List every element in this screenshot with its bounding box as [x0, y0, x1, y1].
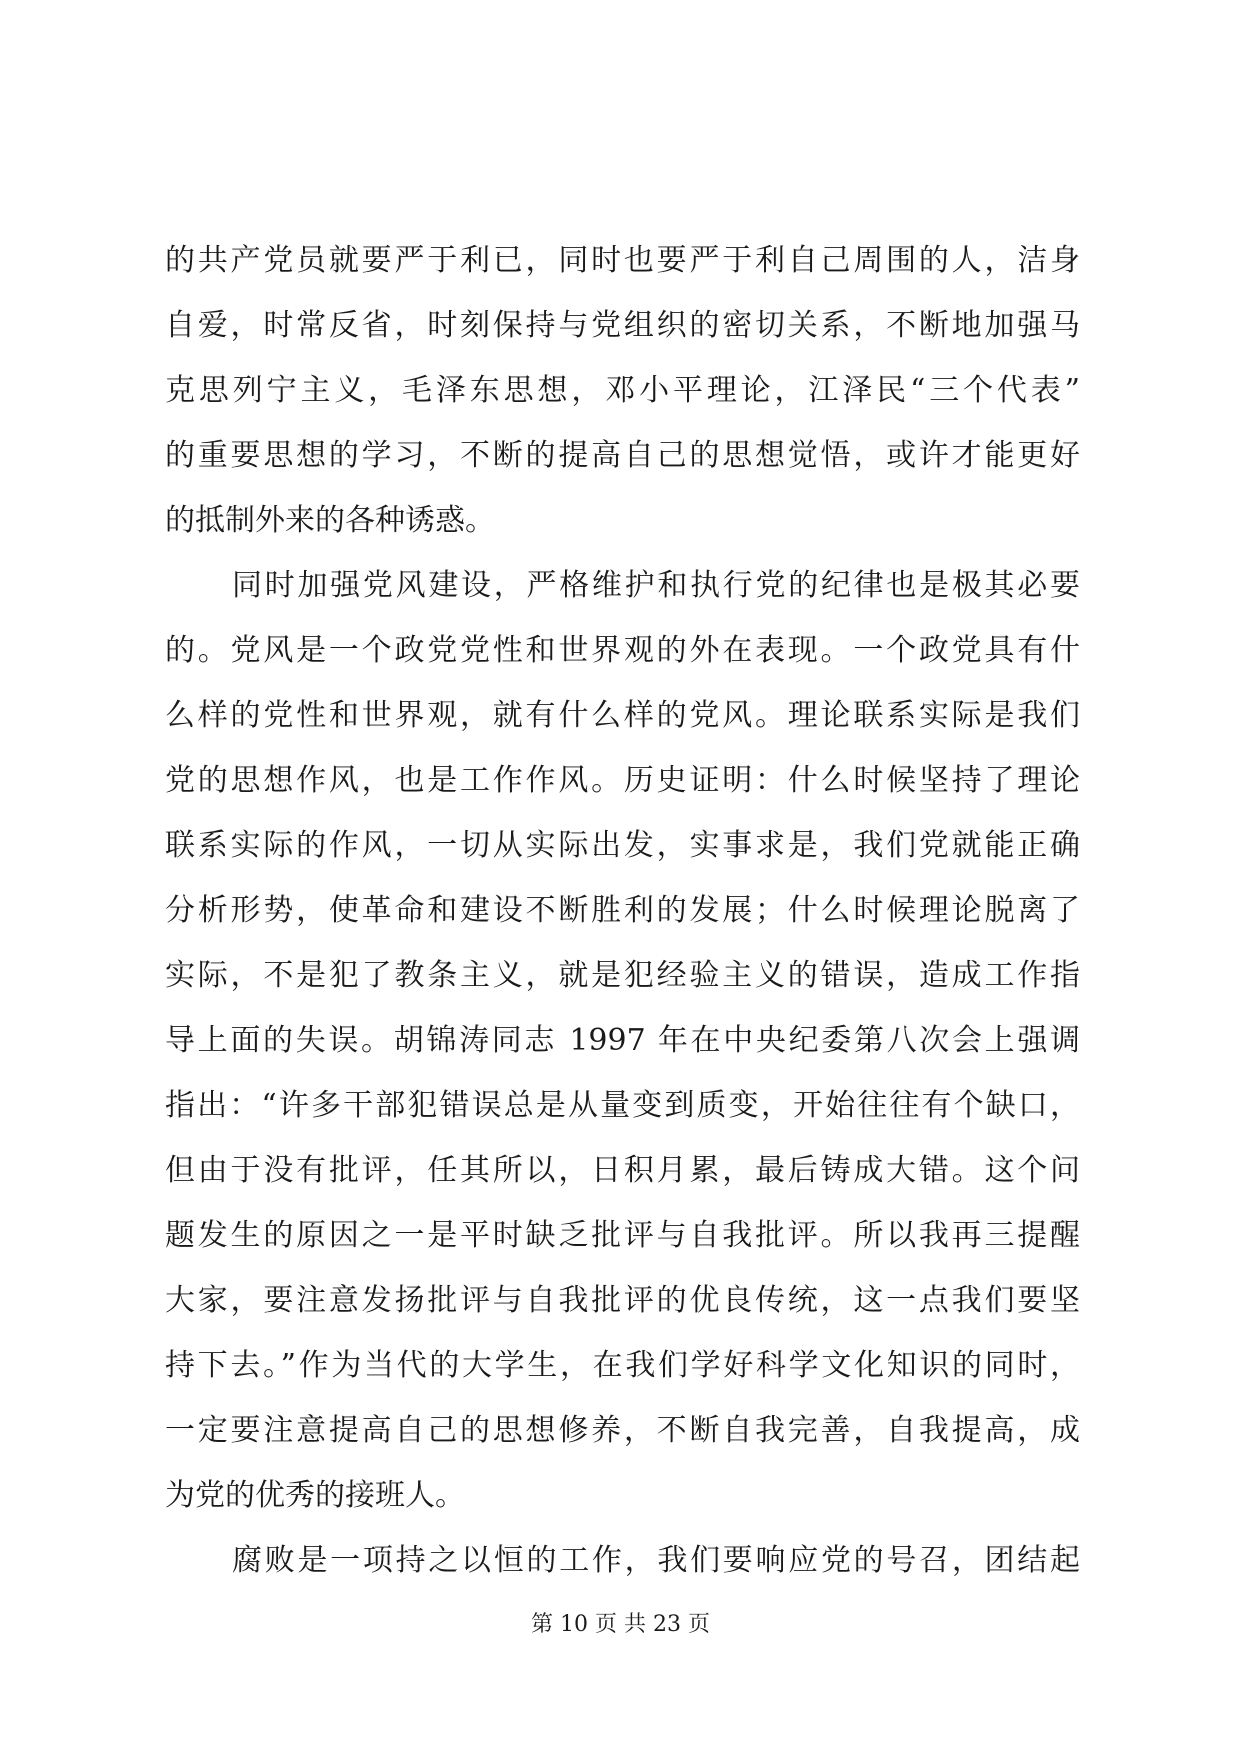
text-line: 的共产党员就要严于利已，同时也要严于利自己周围的人，洁身 — [165, 243, 1080, 278]
text-line: 导上面的失误。胡锦涛同志 1997 年在中央纪委第八次会上强调 — [165, 1023, 1080, 1058]
text-line: 党的思想作风，也是工作作风。历史证明：什么时候坚持了理论 — [165, 763, 1080, 798]
text-line: 题发生的原因之一是平时缺乏批评与自我批评。所以我再三提醒 — [165, 1218, 1080, 1253]
text-line: 大家，要注意发扬批评与自我批评的优良传统，这一点我们要坚 — [165, 1283, 1080, 1318]
text-line: 自爱，时常反省，时刻保持与党组织的密切关系，不断地加强马 — [165, 308, 1080, 343]
text-line: 但由于没有批评，任其所以，日积月累，最后铸成大错。这个问 — [165, 1153, 1080, 1188]
text-line: 的重要思想的学习，不断的提高自己的思想觉悟，或许才能更好 — [165, 438, 1080, 473]
page-footer: 第 10 页 共 23 页 — [531, 1612, 710, 1637]
text-line: 为党的优秀的接班人。 — [165, 1478, 465, 1513]
text-line: 同时加强党风建设，严格维护和执行党的纪律也是极其必要 — [232, 568, 1080, 603]
text-line: 指出：“许多干部犯错误总是从量变到质变，开始往往有个缺口， — [165, 1088, 1080, 1123]
text-line: 分析形势，使革命和建设不断胜利的发展；什么时候理论脱离了 — [165, 893, 1080, 928]
body-text — [165, 228, 1080, 1593]
text-line: 一定要注意提高自己的思想修养，不断自我完善，自我提高，成 — [165, 1413, 1080, 1448]
text-line: 的。党风是一个政党党性和世界观的外在表现。一个政党具有什 — [165, 633, 1080, 668]
text-line: 持下去。”作为当代的大学生，在我们学好科学文化知识的同时， — [165, 1348, 1080, 1383]
text-line: 实际，不是犯了教条主义，就是犯经验主义的错误，造成工作指 — [165, 958, 1080, 993]
text-line: 腐败是一项持之以恒的工作，我们要响应党的号召，团结起 — [232, 1543, 1080, 1578]
text-line: 克思列宁主义，毛泽东思想，邓小平理论，江泽民“三个代表” — [165, 373, 1080, 408]
text-line: 么样的党性和世界观，就有什么样的党风。理论联系实际是我们 — [165, 698, 1080, 733]
text-line: 的抵制外来的各种诱惑。 — [165, 503, 495, 538]
text-line: 联系实际的作风，一切从实际出发，实事求是，我们党就能正确 — [165, 828, 1080, 863]
